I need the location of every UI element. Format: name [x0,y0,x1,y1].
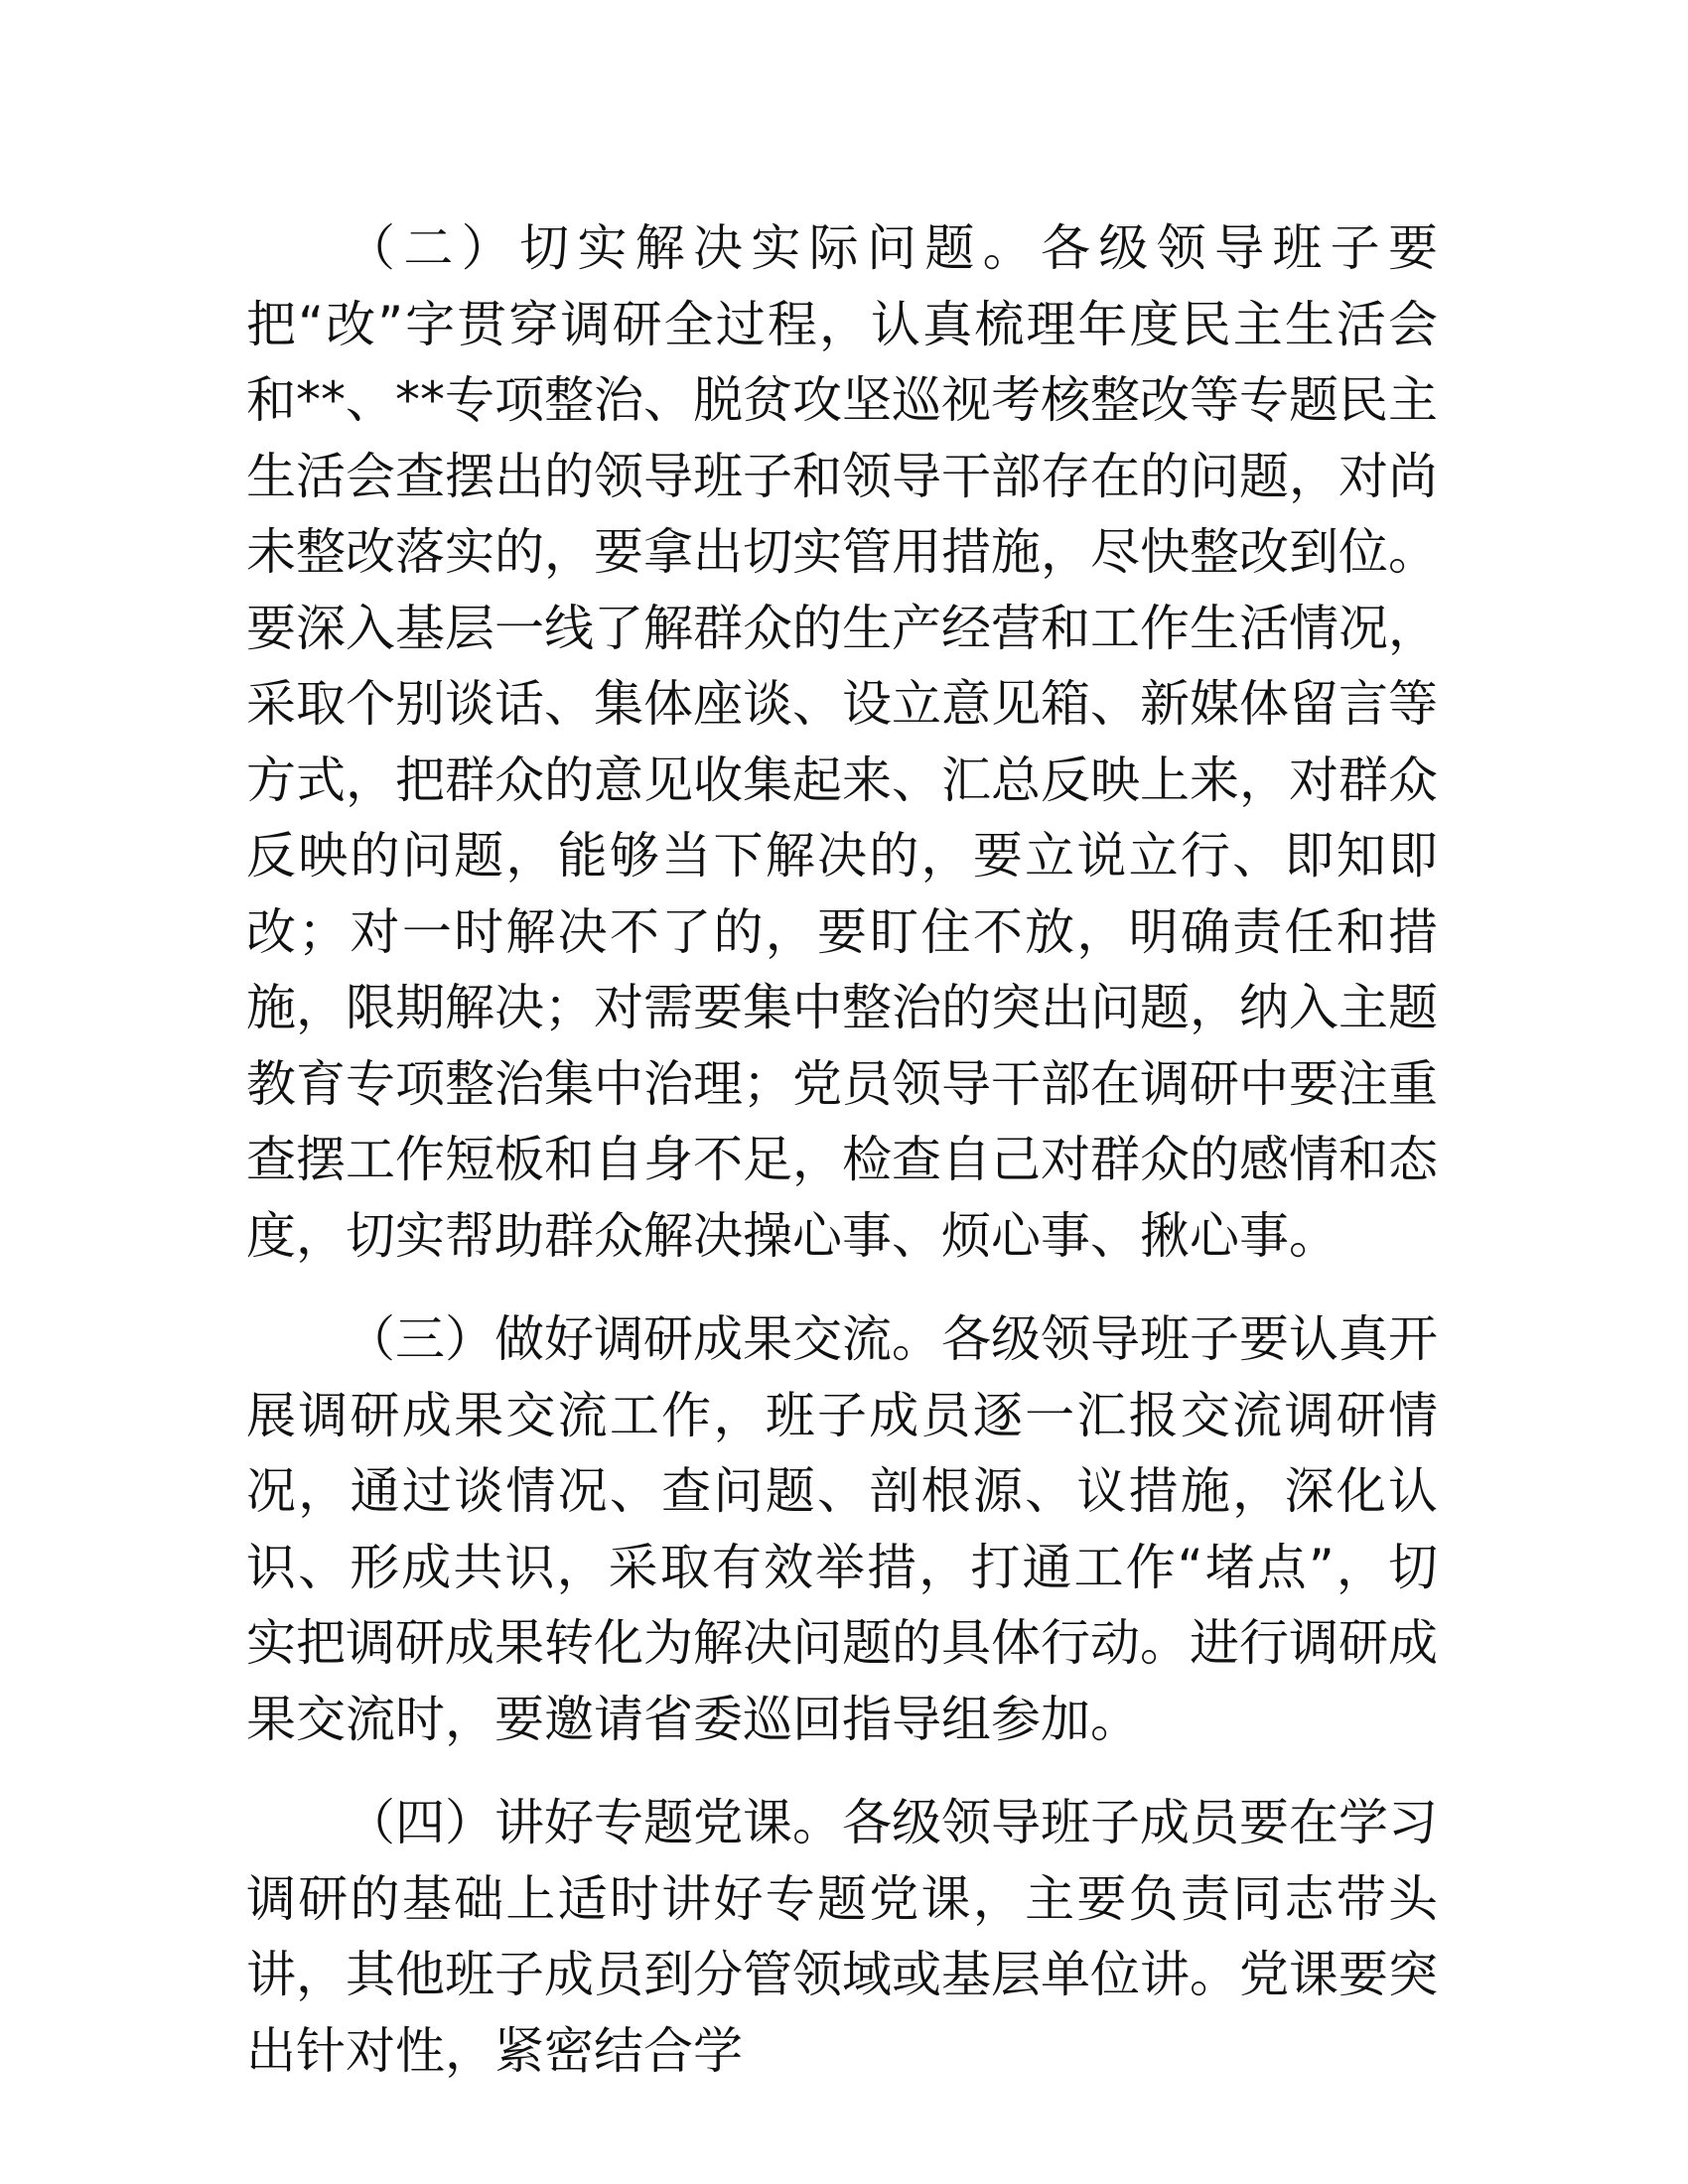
document-page [246,210,1438,2116]
paragraph-section-3: （三）做好调研成果交流。各级领导班子要认真开展调研成果交流工作，班子成员逐一汇报交流调研情况，通过谈情况、查问题、剖根源、议措施，深化认识、形成共识，采取有效举措，打通工作“堵点”，切实把调研成果转化为解决问题的具体行动。进行调研成果交流时，要邀请省委巡回指导组参加。 [246,1310,1438,1748]
paragraph-section-2: （二）切实解决实际问题。各级领导班子要把“改”字贯穿调研全过程，认真梳理年度民主生活会和**、**专项整治、脱贫攻坚巡视考核整改等专题民主生活会查摆出的领导班子和领导干部存在的问题，对尚未整改落实的，要拿出切实管用措施，尽快整改到位。要深入基层一线了解群众的生产经营和工作生活情况，采取个别谈话、集体座谈、设立意见箱、新媒体留言等方式，把群众的意见收集起来、汇总反映上来，对群众反映的问题，能够当下解决的，要立说立行、即知即改；对一时解决不了的，要盯住不放，明确责任和措施，限期解决；对需要集中整治的突出问题，纳入主题教育专项整治集中治理；党员领导干部在调研中要注重查摆工作短板和自身不足，检查自己对群众的感情和态度，切实帮助群众解决操心事、烦心事、揪心事。 [246,219,1438,1265]
paragraph-section-4: （四）讲好专题党课。各级领导班子成员要在学习调研的基础上适时讲好专题党课，主要负责同志带头讲，其他班子成员到分管领域或基层单位讲。党课要突出针对性，紧密结合学 [246,1794,1438,2080]
